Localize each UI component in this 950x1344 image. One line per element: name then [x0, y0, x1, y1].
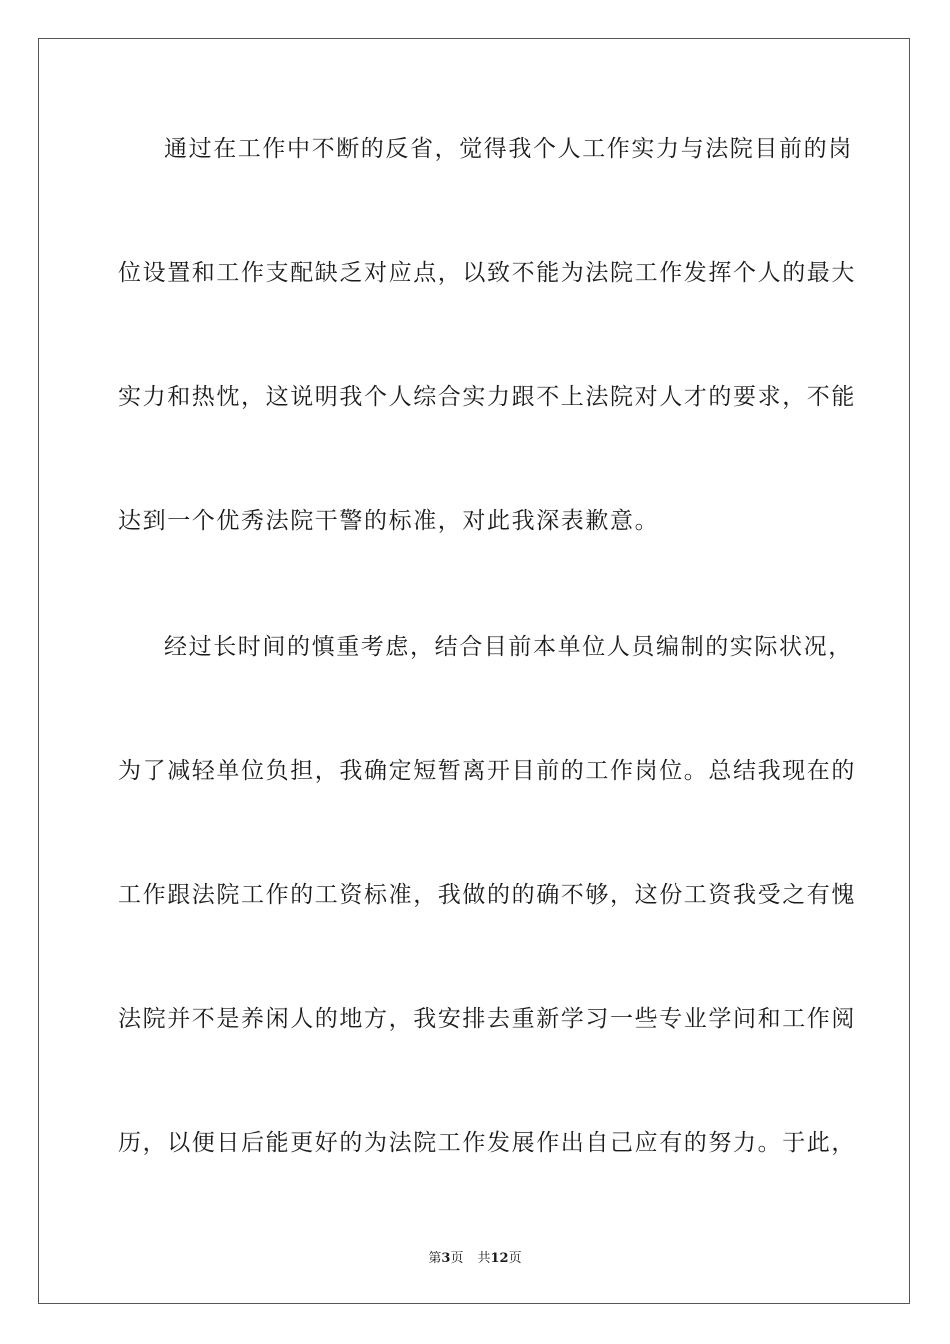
page-number: 3 [441, 1251, 451, 1266]
page-footer [0, 1247, 950, 1266]
paragraph-2-line-2: 为了减轻单位负担，我确定短暂离开目前的工作岗位。总结我现在的 [118, 758, 856, 784]
paragraph-1-line-2: 位设置和工作支配缺乏对应点，以致不能为法院工作发挥个人的最大 [118, 260, 856, 286]
paragraph-1-line-3: 实力和热忱，这说明我个人综合实力跟不上法院对人才的要求，不能 [118, 384, 856, 410]
paragraph-2-line-3: 工作跟法院工作的工资标准，我做的的确不够，这份工资我受之有愧 [118, 882, 856, 908]
page-border [38, 38, 910, 1304]
paragraph-2-line-1: 经过长时间的慎重考虑，结合目前本单位人员编制的实际状况， [164, 634, 853, 660]
paragraph-1-line-1: 通过在工作中不断的反省，觉得我个人工作实力与法院目前的岗 [164, 136, 853, 162]
page-suffix: 页 [450, 1251, 464, 1266]
paragraph-2-line-4: 法院并不是养闲人的地方，我安排去重新学习一些专业学问和工作阅 [118, 1006, 856, 1032]
paragraph-2-line-5: 历，以便日后能更好的为法院工作发展作出自己应有的努力。于此， [118, 1130, 856, 1156]
total-prefix: 共 [477, 1251, 491, 1266]
total-pages: 12 [490, 1251, 509, 1266]
paragraph-1-line-4: 达到一个优秀法院干警的标准，对此我深表歉意。 [118, 508, 660, 534]
total-suffix: 页 [508, 1251, 522, 1266]
page-prefix: 第 [428, 1251, 442, 1266]
